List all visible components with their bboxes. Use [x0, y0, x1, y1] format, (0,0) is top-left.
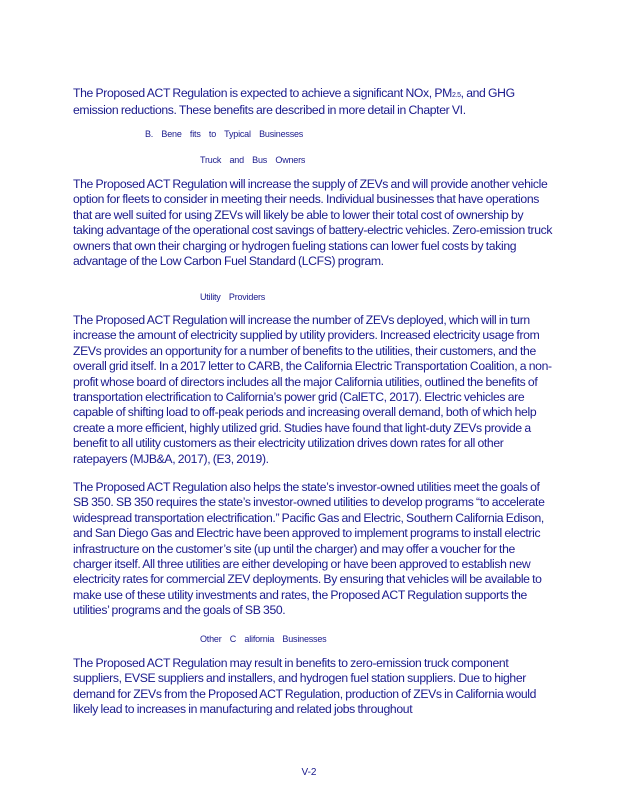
subsection-heading-utility-providers: Utility Providers	[200, 292, 266, 302]
page-number: V-2	[301, 767, 317, 778]
paragraph-other-businesses: The Proposed ACT Regulation may result in benefits to zero-emission truck component suppliers, EVSE suppliers and installers, and hydrogen fuel station suppliers. Due to higher demand for ZEVs from the Proposed ACT Regulation, production of ZEVs in California would likely lead to increases in manufacturing and related jobs throughout	[73, 656, 537, 717]
intro-text-start: The Proposed ACT Regulation is expected to achieve a significant NOx, PM	[73, 86, 452, 100]
intro-text-end: , and GHG emission reductions. These benefits are described in more detail in Chapter VI.	[73, 86, 515, 118]
intro-paragraph	[73, 86, 553, 119]
pm-subscript: 2.5	[451, 92, 461, 99]
paragraph-sb350: The Proposed ACT Regulation also helps the state’s investor-owned utilities meet the goals of SB 350. SB 350 requires the state’s investor-owned utilities to develop programs “to accelerate widespread transportation electrification.” Pacific Gas and Electric, Southern California Edison, and San Diego Gas and Electric have been approved to implement programs to install electric infrastructure on the customer’s site (up until the charger) and may offer a voucher for the charger itself. All three utilities are either developing or have been approved to establish new electricity rates for commercial ZEV deployments. By ensuring that vehicles will be available to make use of these utility investments and rates, the Proposed ACT Regulation supports the utilities’ programs and the goals of SB 350.	[73, 480, 545, 618]
subsection-heading-other-california-businesses: Other C alifornia Businesses	[200, 634, 327, 644]
section-heading-benefits-businesses: B. Bene fits to Typical Businesses	[145, 129, 304, 139]
paragraph-truck-bus-owners: The Proposed ACT Regulation will increase the supply of ZEVs and will provide another vehicle option for fleets to consider in meeting their needs. Individual businesses that have operations that are well suited for using ZEVs will likely be able to lower their total cost of ownership by taking advantage of the operational cost savings of battery-electric vehicles. Zero-emission truck owners that own their charging or hydrogen fueling stations can lower fuel costs by taking advantage of the Low Carbon Fuel Standard (LCFS) program.	[73, 177, 553, 269]
paragraph-utility-providers: The Proposed ACT Regulation will increase the number of ZEVs deployed, which will in turn increase the amount of electricity supplied by utility providers. Increased electricity usage from ZEVs provides an opportunity for a number of benefits to the utilities, their customers, and the overall grid itself. In a 2017 letter to CARB, the California Electric Transportation Coalition, a non-profit whose board of directors includes all the major California utilities, outlined the benefits of transportation electrification to California’s power grid (CalETC, 2017). Electric vehicles are capable of shifting load to off-peak periods and increasing overall demand, both of which help create a more efficient, highly utilized grid. Studies have found that light-duty ZEVs provide a benefit to all utility customers as their electricity utilization drives down rates for all other ratepayers (MJB&A, 2017), (E3, 2019).	[73, 313, 552, 466]
subsection-heading-truck-bus-owners: Truck and Bus Owners	[200, 155, 306, 165]
